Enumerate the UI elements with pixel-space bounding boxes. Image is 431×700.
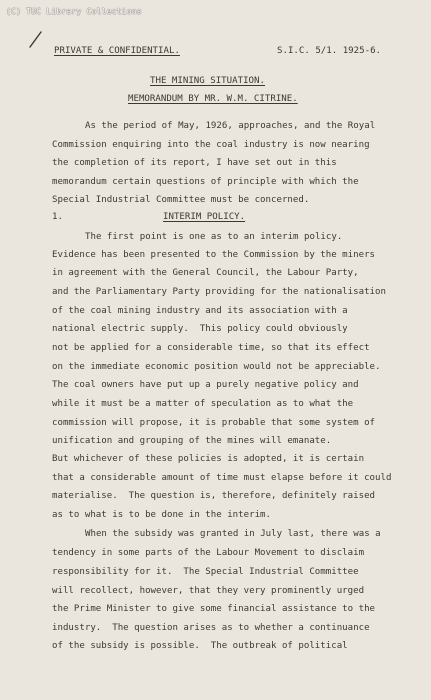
copyright-watermark: (C) TUC Library Collections — [6, 6, 142, 16]
text-line: When the subsidy was granted in July last, there was a — [85, 529, 381, 539]
text-line: Special Industrial Committee must be concerned. — [52, 195, 310, 205]
text-line: tendency in some parts of the Labour Movement to disclaim — [52, 548, 365, 558]
text-line: as to what is to be done in the interim. — [52, 510, 271, 520]
text-line: of the coal mining industry and its association with a — [52, 306, 348, 316]
text-line: will recollect, however, that they very prominently urged — [52, 586, 365, 596]
text-line: Commission enquiring into the coal industry is now nearing — [52, 140, 370, 150]
text-line: responsibility for it. The Special Industrial Committee — [52, 567, 359, 577]
text-line: on the immediate economic position would not be appreciable. — [52, 362, 381, 372]
text-line: But whichever of these policies is adopted, it is certain — [52, 454, 365, 464]
text-line: that a considerable amount of time must elapse before it could — [52, 473, 392, 483]
text-line: in agreement with the General Council, the Labour Party, — [52, 268, 359, 278]
section-heading: INTERIM POLICY. — [163, 212, 246, 222]
text-line: materialise. The question is, therefore, definitely raised — [52, 491, 376, 501]
text-line: the Prime Minister to give some financial assistance to the — [52, 604, 376, 614]
pencil-mark-icon — [28, 30, 44, 48]
text-line: The coal owners have put up a purely negative policy and — [52, 380, 359, 390]
text-line: unification and grouping of the mines will emanate. — [52, 436, 332, 446]
document-title: THE MINING SITUATION. — [150, 76, 265, 86]
text-line: industry. The question arises as to whether a continuance — [52, 623, 370, 633]
text-line: the completion of its report, I have set out in this — [52, 158, 337, 168]
text-line: Evidence has been presented to the Commission by the miners — [52, 250, 376, 260]
confidential-header: PRIVATE & CONFIDENTIAL. — [54, 46, 180, 56]
text-line: commission will propose, it is probable that some system of — [52, 418, 376, 428]
text-line: not be applied for a considerable time, so that its effect — [52, 343, 370, 353]
text-line: of the subsidy is possible. The outbreak of political — [52, 641, 348, 651]
document-subtitle: MEMORANDUM BY MR. W.M. CITRINE. — [128, 94, 298, 104]
text-line: while it must be a matter of speculation as to what the — [52, 399, 354, 409]
text-line: The first point is one as to an interim policy. — [85, 232, 343, 242]
section-number: 1. — [52, 212, 63, 222]
text-line: memorandum certain questions of principle with which the — [52, 177, 359, 187]
text-line: national electric supply. This policy could obviously — [52, 324, 348, 334]
text-line: and the Parliamentary Party providing for the nationalisation — [52, 287, 386, 297]
reference-number: S.I.C. 5/1. 1925-6. — [277, 46, 382, 56]
text-line: As the period of May, 1926, approaches, and the Royal — [85, 121, 376, 131]
